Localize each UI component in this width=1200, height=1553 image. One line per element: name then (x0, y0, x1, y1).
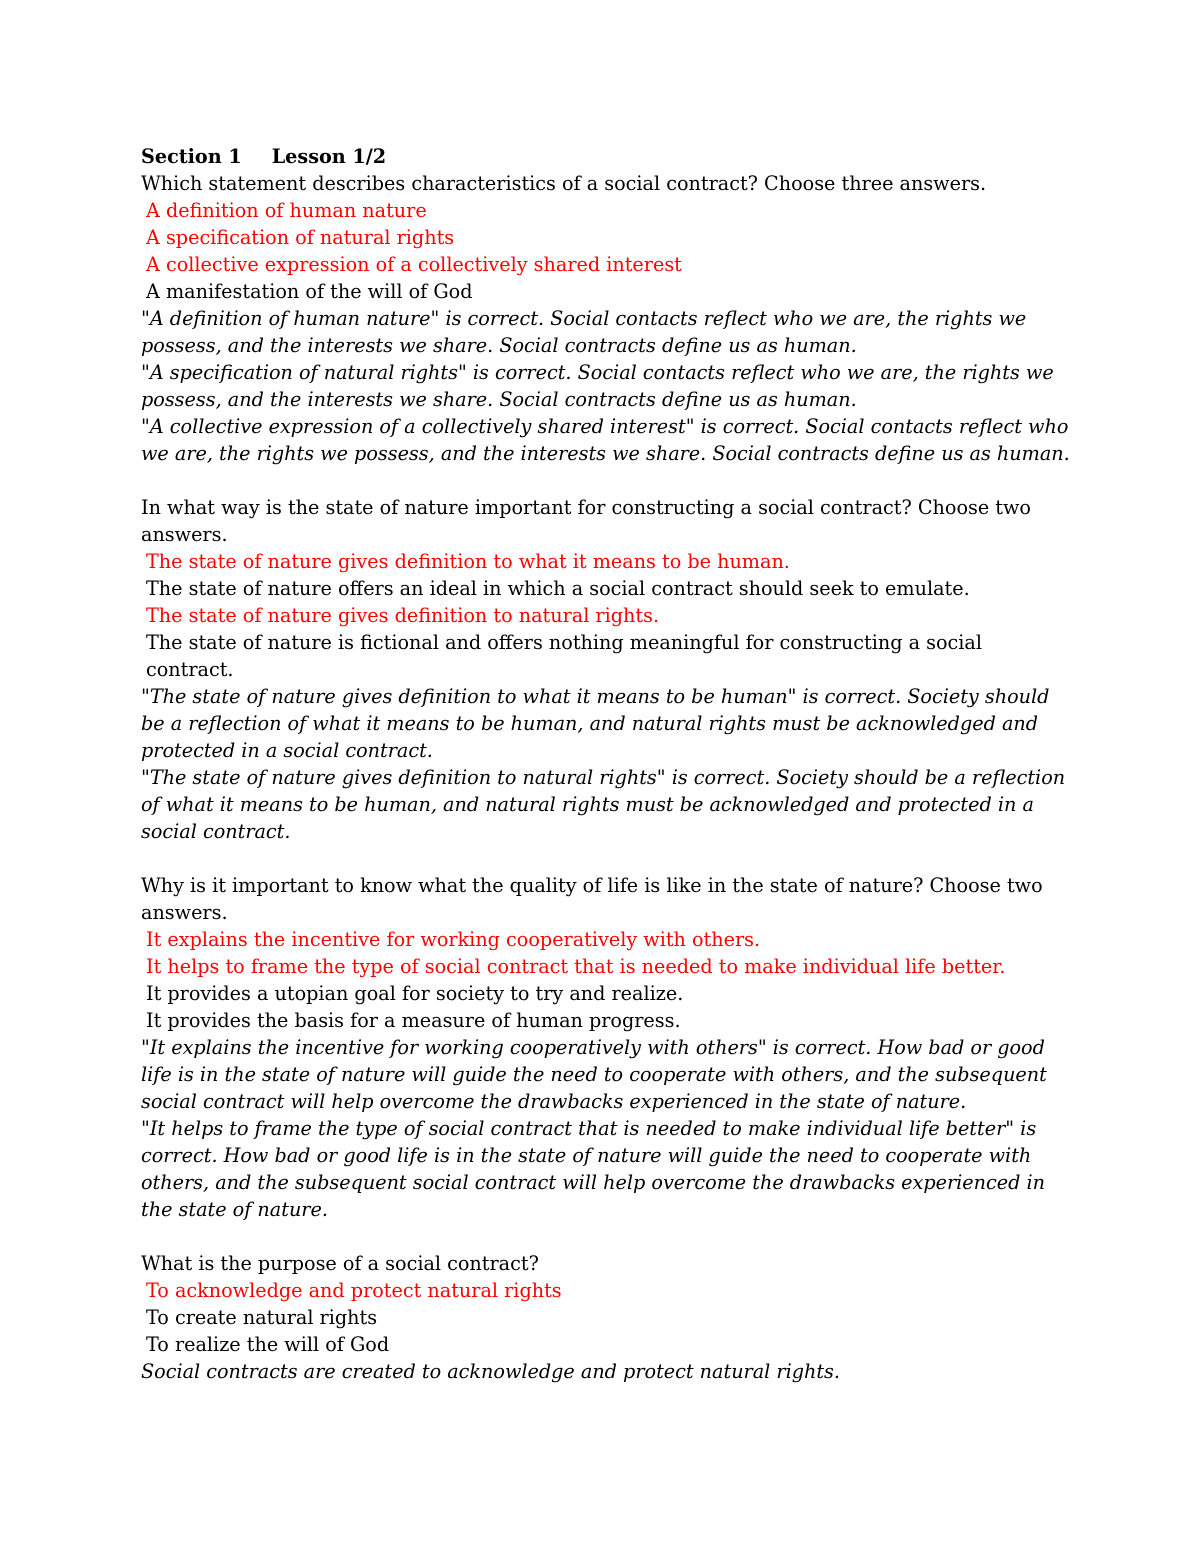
answer-option: It provides a utopian goal for society to try and realize. (146, 982, 684, 1005)
answer-option: A collective expression of a collectively shared interest (146, 253, 682, 276)
answer-explanation: "A definition of human nature" is correct. Social contacts reflect who we are, the rights we possess, and the interests we share. Social contracts define us as human. (141, 307, 1027, 357)
question-block-2 (141, 494, 1071, 845)
paragraph-spacer (141, 1223, 1071, 1250)
answer-option: A manifestation of the will of God (146, 280, 473, 303)
answer-explanation: "A collective expression of a collectively shared interest" is correct. Social contacts reflect who we are, the rights we possess, and the interests we share. Social contracts define us as human. (141, 415, 1070, 465)
lesson-label: Lesson 1/2 (271, 145, 387, 168)
answer-explanation: "The state of nature gives definition to what it means to be human" is correct. Society should be a reflection of what it means to be human, and natural rights must be acknowledged and protected in a social contract. (141, 685, 1050, 762)
question-block-1 (141, 170, 1071, 467)
answer-option: To realize the will of God (146, 1333, 390, 1356)
question-text: Which statement describes characteristics of a social contract? Choose three answers. (141, 172, 987, 195)
question-block-4 (141, 1250, 1071, 1385)
answer-option: It explains the incentive for working cooperatively with others. (146, 928, 761, 951)
section-heading (141, 143, 1071, 170)
answer-option: A specification of natural rights (146, 226, 455, 249)
answer-option: The state of nature gives definition to natural rights. (146, 604, 660, 627)
answer-option: To create natural rights (146, 1306, 378, 1329)
question-block-3 (141, 872, 1071, 1223)
answer-explanation: "A specification of natural rights" is correct. Social contacts reflect who we are, the rights we possess, and the interests we share. Social contracts define us as human. (141, 361, 1054, 411)
answer-explanation: "The state of nature gives definition to natural rights" is correct. Society should be a reflection of what it means to be human, and natural rights must be acknowledged and protected in a social contract. (141, 766, 1066, 843)
answer-option: The state of nature is fictional and offers nothing meaningful for constructing a social contract. (146, 631, 982, 681)
document-page (141, 143, 1071, 1385)
question-text: Why is it important to know what the quality of life is like in the state of nature? Choose two answers. (141, 874, 1043, 924)
paragraph-spacer (141, 467, 1071, 494)
section-label: Section 1 (141, 145, 242, 168)
answer-explanation: Social contracts are created to acknowledge and protect natural rights. (141, 1360, 841, 1383)
question-text: What is the purpose of a social contract? (141, 1252, 539, 1275)
question-text: In what way is the state of nature important for constructing a social contract? Choose two answers. (141, 496, 1031, 546)
answer-explanation: "It helps to frame the type of social contract that is needed to make individual life better" is correct. How bad or good life is in the state of nature will guide the need to cooperate with others, and the subsequent social contract will help overcome the drawbacks experienced in the state of nature. (141, 1117, 1045, 1221)
answer-option: It helps to frame the type of social contract that is needed to make individual life better. (146, 955, 1006, 978)
answer-option: It provides the basis for a measure of human progress. (146, 1009, 681, 1032)
answer-option: To acknowledge and protect natural rights (146, 1279, 562, 1302)
answer-option: The state of nature offers an ideal in which a social contract should seek to emulate. (146, 577, 970, 600)
answer-option: The state of nature gives definition to what it means to be human. (146, 550, 790, 573)
answer-explanation: "It explains the incentive for working cooperatively with others" is correct. How bad or good life is in the state of nature will guide the need to cooperate with others, and the subsequent social contract will help overcome the drawbacks experienced in the state of nature. (141, 1036, 1047, 1113)
paragraph-spacer (141, 845, 1071, 872)
answer-option: A definition of human nature (146, 199, 427, 222)
